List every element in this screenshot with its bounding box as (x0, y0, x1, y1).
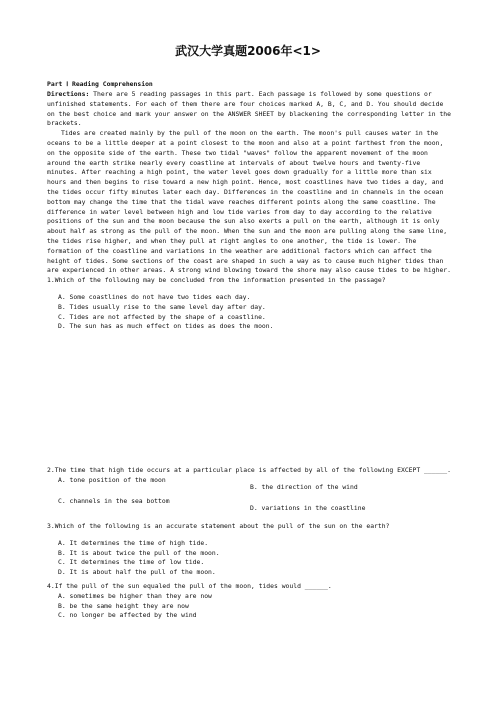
question-4-stem: 4.If the pull of the sun equaled the pull of the moon, tides would ______. (47, 582, 332, 590)
option-b: B. Tides usually rise to the same level day after day. (58, 302, 266, 311)
directions (47, 90, 452, 129)
option-a: A. It determines the time of high tide. (58, 538, 209, 547)
option-c: C. no longer be affected by the wind (58, 611, 197, 620)
passage-text: Tides are created mainly by the pull of the moon on the earth. The moon's pull causes water in the oceans to be a little deeper at a point closest to the moon and also at a point farthest from the moon, on the opposite side of the earth. These two tidal "waves" follow the apparent movement of the moon around the earth strike nearly every coastline at intervals of about twelve hours and twenty-five minutes. After reaching a high point, the water level goes down gradually for a little more than six hours and then begins to rise toward a new high point. Hence, most coastlines have two tides a day, and the tides occur fifty minutes later each day. Differences in the coastline and in channels in the ocean bottom may change the time that the tidal wave reaches different points along the same coastline. The difference in water level between high and low tide varies from day to day according to the relative positions of the sun and the moon because the sun also exerts a pull on the earth, although it is only about half as strong as the pull of the moon. When the sun and the moon are pulling along the same line, the tides rise higher, and when they pull at right angles to one another, the tide is lower. The formation of the coastline and variations in the weather are additional factors which can affect the height of tides. Some sections of the coast are shaped in such a way as to cause much higher tides than are experienced in other areas. A strong wind blowing toward the shore may also cause tides to be higher. (47, 129, 451, 275)
option-b: B. It is about twice the pull of the moon. (58, 548, 220, 557)
option-b: B. the direction of the wind (250, 482, 358, 491)
question-2 (47, 466, 452, 516)
question-2-options (47, 476, 452, 516)
option-d: D. variations in the coastline (250, 503, 366, 512)
passage-block (47, 90, 452, 332)
question-2-stem: 2.The time that high tide occurs at a particular place is affected by all of the following EXCEPT ______. (47, 466, 451, 474)
option-a: A. sometimes be higher than they are now (58, 591, 212, 600)
question-4-options (47, 592, 452, 621)
page-title: 武汉大学真题2006年<1> (175, 44, 321, 58)
option-b: B. be the same height they are now (58, 601, 189, 610)
option-a: A. tone position of the moon (58, 475, 166, 484)
option-c: C. It determines the time of low tide. (58, 558, 205, 567)
question-3-stem: 3.Which of the following is an accurate statement about the pull of the sun on the earth? (47, 522, 390, 530)
question-3-options (47, 539, 452, 578)
question-3 (47, 522, 452, 578)
question-1-options (47, 293, 452, 332)
option-c: C. Tides are not affected by the shape of a coastline. (58, 312, 266, 321)
option-d: D. It is about half the pull of the moon. (58, 568, 216, 577)
question-4 (47, 582, 452, 621)
option-c: C. channels in the sea bottom (58, 496, 170, 505)
question-1-stem: 1.Which of the following may be concluded from the information presented in the passage? (47, 276, 386, 285)
option-a: A. Some coastlines do not have two tides each day. (58, 292, 251, 301)
directions-text: There are 5 reading passages in this part. Each passage is followed by some questions or unfinished statements. For each of them there are four choices marked A, B, C, and D. You should decide on the best choice and mark your answer on the ANSWER SHEET by blackening the corresponding letter in the brackets. (47, 90, 451, 128)
option-d: D. The sun has as much effect on tides as does the moon. (58, 322, 274, 331)
directions-label: Directions: (47, 90, 90, 98)
part-heading: Part Ⅰ Reading Comprehension (47, 80, 153, 88)
